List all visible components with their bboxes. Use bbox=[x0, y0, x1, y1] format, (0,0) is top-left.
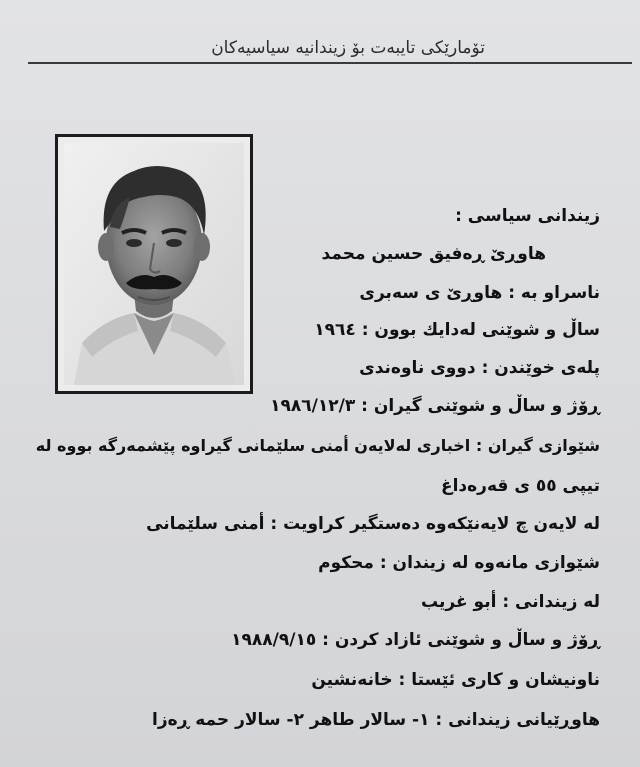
address-label: ناونیشان و کاری ئێستا : bbox=[392, 670, 600, 690]
address-row bbox=[311, 670, 600, 690]
prison-value: أبو غریب bbox=[421, 592, 497, 612]
birth-label: ساڵ و شوێنی لەدایك بوون : bbox=[355, 320, 600, 340]
nickname-value: هاوڕێ ی سەبری bbox=[359, 283, 503, 303]
arrest-date-row bbox=[270, 396, 600, 416]
arrested-by-label: لە لایەن چ لایەنێکەوە دەستگیر کراویت : bbox=[264, 514, 600, 534]
prison-label: لە زیندانی : bbox=[496, 592, 600, 612]
release-value: ١٩٨٨/٩/١٥ bbox=[231, 630, 317, 650]
education-value: دووی ناوەندی bbox=[359, 358, 476, 378]
arrest-manner-continued: تیپی ٥٥ ی قەرەداغ bbox=[440, 476, 600, 496]
prisoner-name: هاوڕێ ڕەفیق حسین محمد bbox=[321, 244, 546, 264]
arrest-manner-label: شێوازی گیران : bbox=[470, 436, 600, 455]
nickname-row bbox=[359, 283, 600, 303]
birth-value: ١٩٦٤ bbox=[314, 320, 356, 340]
arrest-date-value: ١٩٨٦/١٢/٣ bbox=[270, 396, 356, 416]
release-row bbox=[231, 630, 600, 650]
cellmates-row bbox=[152, 710, 600, 730]
header-divider bbox=[28, 62, 632, 64]
birth-row bbox=[314, 320, 600, 340]
arrest-manner-value: اخباری لەلایەن أمنی سلێمانی گیراوە پێشمەرگە بووە لە bbox=[35, 436, 471, 455]
cellmates-label: هاوڕێیانی زیندانی : bbox=[429, 710, 600, 730]
photo-frame bbox=[55, 134, 253, 394]
cellmates-value: ١- سالار طاهر ٢- سالار حمە ڕەزا bbox=[152, 710, 430, 730]
arrested-by-value: أمنی سلێمانی bbox=[146, 514, 265, 534]
prison-row bbox=[421, 592, 600, 612]
political-prisoner-label: زیندانی سیاسی : bbox=[455, 206, 600, 226]
release-label: ڕۆژ و ساڵ و شوێنی ئازاد کردن : bbox=[316, 630, 600, 650]
arrested-by-row bbox=[146, 514, 600, 534]
detention-label: شێوازی مانەوە لە زیندان : bbox=[373, 553, 600, 573]
detention-value: محکوم bbox=[318, 553, 374, 573]
education-label: پلەی خوێندن : bbox=[475, 358, 600, 378]
nickname-label: ناسراو بە : bbox=[502, 283, 600, 303]
detention-row bbox=[318, 553, 600, 573]
arrest-date-label: ڕۆژ و ساڵ و شوێنی گیران : bbox=[355, 396, 600, 416]
portrait-photo bbox=[64, 143, 244, 385]
arrest-manner-row bbox=[36, 436, 600, 455]
address-value: خانەنشین bbox=[311, 670, 393, 690]
header-title: تۆمارێکی تایبەت بۆ زیندانیە سیاسیەکان bbox=[211, 38, 485, 58]
education-row bbox=[359, 358, 600, 378]
